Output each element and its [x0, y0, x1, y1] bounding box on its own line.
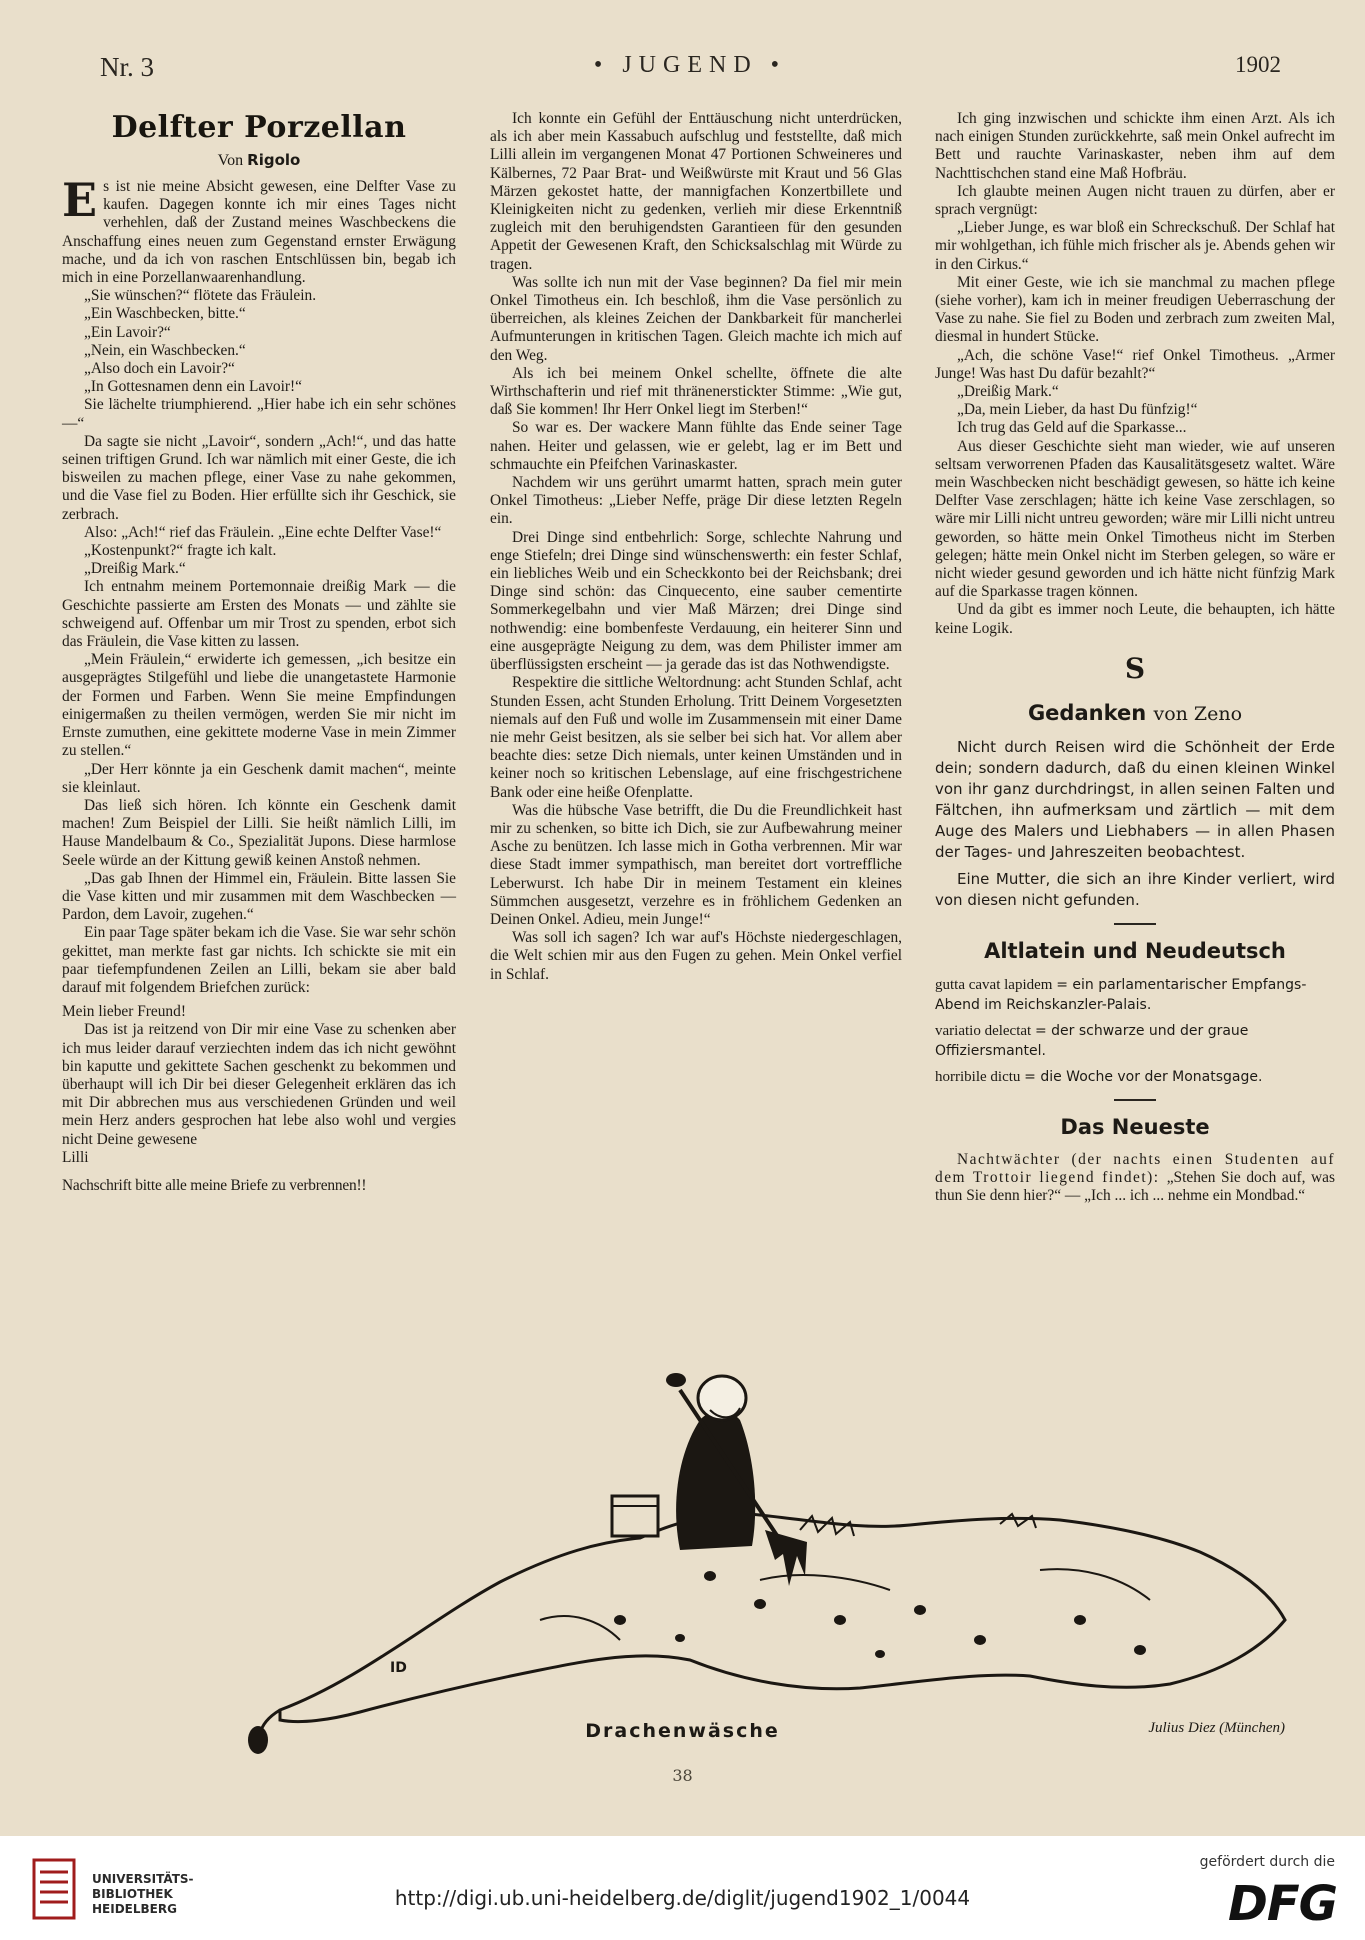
article-paragraph: Ich entnahm meinem Portemonnaie dreißig Mark — die Geschichte passierte am Ersten des Monats — und zählte sie schweigend auf. Offenbar um mir Trost zu spenden, erbot sich das Fräulein, die Vase kitten zu lassen.: [62, 578, 456, 651]
definition-entry: [935, 1067, 1335, 1087]
year: 1902: [1235, 52, 1281, 77]
section-ornament: S: [1124, 651, 1146, 685]
article-paragraph: Was soll ich sagen? Ich war auf's Höchste niedergeschlagen, die Welt schien mir aus den Fugen zu gehen. Mein Onkel verfiel in Schlaf.: [490, 929, 902, 983]
aphorism: Nicht durch Reisen wird die Schönheit der Erde dein; sondern dadurch, daß du einen kleinen Winkel von ihr ganz durchdringst, in allen seinen Falten und Fältchen, ihn aufmerksam und zärtlich — mit dem Auge des Malers und Liebhabers — in allen Phasen der Tages- und Jahreszeiten beobachtest.: [935, 737, 1335, 861]
article-paragraph: „Kostenpunkt?“ fragte ich kalt.: [84, 542, 277, 560]
dragon-washing-illustration: [240, 1320, 1300, 1760]
issue-number: Nr. 3: [100, 52, 154, 82]
article-paragraph: Ich ging inzwischen und schickte ihm einen Arzt. Als ich nach einigen Stunden zurückkehrte, saß mein Onkel aufrecht im Bett und rauchte Varinaskaster, neben ihm auf dem Nachttischchen stand eine Maß Hofbräu.: [935, 110, 1335, 182]
article-paragraph: Ich glaubte meinen Augen nicht trauen zu dürfen, aber er sprach vergnügt:: [935, 182, 1335, 219]
german-meaning: = der schwarze und der graue Offiziersmantel.: [935, 1022, 1249, 1059]
article-author: Rigolo: [247, 151, 301, 169]
article-paragraph: „Der Herr könnte ja ein Geschenk damit machen“, meinte sie kleinlaut.: [62, 760, 456, 796]
article-paragraph: Und da gibt es immer noch Leute, die behaupten, ich hätte keine Logik.: [935, 601, 1335, 637]
definition-entry: [935, 975, 1335, 1015]
article-paragraph: Was die hübsche Vase betrifft, die Du die Freundlichkeit hast mir zu schenken, so bitte ich Dich, sie zur Aufbewahrung meiner Asche zu benützen. Ich lasse mich in Gotha verbrennen. Mir war diese Stadt immer sympathisch, man bereitet dort vortreffliche Leberwurst. Ich habe Dir in meinem Testament ein kleines Sümmchen ausgesetzt, verzehre es in fröhlichem Gedenken an Deinen Onkel. Adieu, mein Junge!“: [490, 801, 902, 928]
drop-cap: E: [62, 173, 98, 227]
article-byline: [62, 151, 456, 170]
divider: [1114, 923, 1156, 925]
article-paragraph: Das ließ sich hören. Ich könnte ein Geschenk damit machen! Zum Beispiel der Lilli. Sie heißt nämlich Lilli, im Hause Mandelbaum & Co., Spezialität Jupons. Diese harmlose Seele würde an der Kittung gewiß keinen Anstoß nehmen.: [62, 796, 456, 869]
neueste-quote: „Stehen Sie doch auf, was thun Sie denn hier?“ — „Ich ... ich ... nehme ein Mondbad.“: [935, 1169, 1335, 1205]
article-paragraph: „Nein, ein Waschbecken.“: [84, 341, 246, 359]
article-paragraph: „Ach, die schöne Vase!“ rief Onkel Timotheus. „Armer Junge! Was hast Du dafür bezahlt?“: [935, 346, 1335, 382]
article-paragraph: Ein paar Tage später bekam ich die Vase. Sie war sehr schön gekittet, man merkte fast gar nichts. Ich schickte sie mit ein paar tiefempfundenen Zeilen an Lilli, bekam sie aber bald darauf mit folgendem Briefchen zurück:: [62, 924, 456, 996]
article-paragraph: „Ein Waschbecken, bitte.“: [84, 305, 246, 323]
column-3: [935, 110, 1335, 1206]
article-paragraph: „Lieber Junge, es war bloß ein Schreckschuß. Der Schlaf hat mir wohlgethan, ich fühle mich frischer als je. Abends gehen wir in den Cirkus.“: [935, 219, 1335, 273]
article-paragraph: „Also doch ein Lavoir?“: [84, 360, 235, 378]
german-meaning: = die Woche vor der Monatsgage.: [1024, 1068, 1263, 1085]
german-meaning: = ein parlamentarischer Empfangs-Abend im Reichskanzler-Palais.: [935, 976, 1307, 1013]
neueste-text: Nachtwächter (der nachts einen Studenten auf dem Trottoir liegend findet): „Stehen Sie doch auf, was thun Sie denn hier?“ — „Ich ... ich ... nehme ein Mondbad.“: [935, 1150, 1335, 1205]
article-paragraph: So war es. Der wackere Mann fühlte das Ende seiner Tage nahen. Heiter und gelassen, wie er gelebt, lag er im Bett und schmauchte ein Pfeifchen Varinaskaster.: [490, 419, 902, 473]
article-paragraph: „Da, mein Lieber, da hast Du fünfzig!“: [957, 401, 1198, 419]
article-paragraph: Mit einer Geste, wie ich sie manchmal zu machen pflege (siehe vorher), kam ich in meiner freudigen Ueberraschung der Vase zu nahe. Sie fiel zu Boden und zerbrach zum zweiten Mal, diesmal in hundert Stücke.: [935, 273, 1335, 346]
divider: [1114, 1099, 1156, 1101]
letter-signature: Lilli: [62, 1148, 89, 1166]
article-paragraph: Aus dieser Geschichte sieht man wieder, wie auf unseren seltsam verworrenen Pfaden das Kausalitätsgesetz waltet. Wäre mein Waschbecken nicht beschädigt gewesen, so hätte ich keine Delfter Vase zerschlagen; hätte ich keine Vase zerschlagen, so wäre mir Lilli nicht untreu geworden; wäre mir Lilli nicht untreu geworden, so hätte mein Onkel Timotheus nicht im Sterben gelegen; hätte mein Onkel nicht im Sterben gelegen, so wäre er nicht wieder gesund geworden und ich hätte nicht fünfzig Mark auf die Sparkasse tragen können.: [935, 437, 1335, 601]
latin-phrase: gutta cavat lapidem: [935, 976, 1053, 993]
column-2: [490, 110, 902, 984]
article-paragraph: „Dreißig Mark.“: [957, 383, 1059, 401]
letter-salutation: Mein lieber Freund!: [62, 1003, 186, 1021]
article-paragraph: Sie lächelte triumphierend. „Hier habe ich ein sehr schönes —“: [62, 396, 456, 432]
gedanken-byline: von Zeno: [1153, 702, 1243, 725]
latin-phrase: variatio delectat: [935, 1022, 1032, 1039]
article-paragraph: „Mein Fräulein,“ erwiderte ich gemessen, „ich besitze ein ausgeprägtes Stilgefühl und liebe die unangetastete Harmonie der Formen und Farben. Wenn Sie meine Empfindungen einigermaßen zu theilen vermögen, werden Sie mir nicht im Ernste zumuthen, eine gekittete moderne Vase in mein Zimmer zu stellen.“: [62, 651, 456, 760]
article-paragraph: Also: „Ach!“ rief das Fräulein. „Eine echte Delfter Vase!“: [84, 523, 442, 541]
aphorism: Eine Mutter, die sich an ihre Kinder verliert, wird von diesen nicht gefunden.: [935, 869, 1335, 909]
digitization-footer: [0, 1836, 1365, 1940]
article-paragraph: „Ein Lavoir?“: [84, 323, 171, 341]
article-paragraph: Respektire die sittliche Weltordnung: acht Stunden Schlaf, acht Stunden Essen, acht Stunden Erholung. Tritt Deinem Vorgesetzten niemals auf den Fuß und wolle im Zusammensein mit einer Dame nie mehr Geist besitzen, als sie selber bei sich hat. Vor allem aber beachte dies: setze Dich niemals, unter keinen Umständen und in keiner noch so kritischen Lebenslage, auf eine frischgestrichene Bank oder eine heiße Ofenplatte.: [490, 674, 902, 801]
article-title: Delfter Porzellan: [111, 110, 407, 145]
byline-prefix: Von: [217, 152, 244, 169]
neueste-title: Das Neueste: [1060, 1114, 1210, 1139]
article-paragraph: Nachdem wir uns gerührt umarmt hatten, sprach mein guter Onkel Timotheus: „Lieber Neffe, präge Dir diese letzten Regeln ein.: [490, 474, 902, 528]
illustration-artist: Julius Diez (München): [1148, 1720, 1285, 1736]
article-paragraph: Ich konnte ein Gefühl der Enttäuschung nicht unterdrücken, als ich aber mein Kassabuch aufschlug und feststellte, daß mich Lilli allein im vergangenen Monat 47 Portionen Schweineres und Kälbernes, 72 Paar Brat- und Weißwürste mit Kraut und 56 Glas Märzen gekostet hatte, der mannigfachen Konzertbillete und Kleinigkeiten nicht zu gedenken, verlieh mir diese Erkenntniß zugleich mit den beruhigendsten Garantieen für den gesunden Appetit der Gewesenen Kraft, den Schicksalschlag mit Würde zu tragen.: [490, 110, 902, 273]
article-paragraph: „Dreißig Mark.“: [84, 560, 186, 578]
article-paragraph: Drei Dinge sind entbehrlich: Sorge, schlechte Nahrung und enge Stiefeln; drei Dinge sind wünschenswerth: ein fester Schlaf, ein liebliches Weib und ein Scheckkonto bei der Reichsbank; drei Dinge sind schön: das Cinquecento, eine sauber cementirte Sommerkegelbahn und vier Maß Märzen; drei Dinge sind nothwendig: eine bombenfeste Verdauung, ein heiterer Sinn und eine ausgeprägte Neigung zu dem, was dem Philister immer am überflüssigsten erscheint — ja gerade das ist das Nothwendigste.: [490, 528, 902, 674]
altlatein-list: [935, 975, 1335, 1087]
latin-phrase: horribile dictu: [935, 1068, 1021, 1085]
institution-name: UNIVERSITÄTS- BIBLIOTHEK HEIDELBERG: [92, 1872, 194, 1916]
letter-postscript: Nachschrift bitte alle meine Briefe zu verbrennen!!: [62, 1176, 367, 1194]
article-paragraph: „In Gottesnamen denn ein Lavoir!“: [84, 378, 302, 396]
altlatein-title: Altlatein und Neudeutsch: [984, 938, 1286, 963]
illustration-caption: Drachenwäsche: [585, 1720, 780, 1742]
bucket-icon: [612, 1496, 658, 1536]
article-paragraph: Was sollte ich nun mit der Vase beginnen? Da fiel mir mein Onkel Timotheus ein. Ich beschloß, ihm die Vase persönlich zu überreichen, als kleines Zeichen der Dankbarkeit für mancherlei Aufmunterungen in kritischen Tagen. Gleich machte ich mich auf den Weg.: [490, 273, 902, 364]
article-paragraph: „Das gab Ihnen der Himmel ein, Fräulein. Bitte lassen Sie die Vase kitten und mir zusammen mit dem Waschbecken — Pardon, dem Lavoir, zugehen.“: [62, 869, 456, 924]
gedanken-body: [935, 737, 1335, 911]
page-number: 38: [672, 1766, 693, 1785]
article-paragraph: Als ich bei meinem Onkel schellte, öffnete die alte Wirthschafterin und rief mit thränenerstickter Stimme: „Wie gut, daß Sie kommen! Ihr Herr Onkel liegt im Sterben!“: [490, 364, 902, 419]
article-paragraph: „Sie wünschen?“ flötete das Fräulein.: [84, 287, 317, 305]
gedanken-title: Gedanken von Zeno: [1027, 700, 1243, 725]
article-paragraph: Es ist nie meine Absicht gewesen, eine Delfter Vase zu kaufen. Dagegen konnte ich mir eines Tages nicht verhehlen, daß der Zustand meines Waschbeckens die Anschaffung eines neuen zum Gegenstand ernster Erwägung mache, und da ich von raschen Entschlüssen bin, begab ich mich in eine Porzellanwaarenhandlung.: [62, 173, 456, 287]
funding-label: gefördert durch die: [1199, 1854, 1335, 1870]
definition-entry: [935, 1021, 1335, 1061]
dfg-logo: DFG: [1227, 1876, 1337, 1932]
letter-body: Das ist ja reitzend von Dir mir eine Vase zu schenken aber ich mus leider darauf verziechten indem das ich nicht gewöhnt bin kaputte und gekittete Sachen geschenkt zu bekommen und überhaupt will ich Dir bei dieser Gelegenheit erklären das ich mit Dir abbrechen mus aus verschiedenen Gründen und weil mein Herz anders gesprochen hat lebe also wohl und vergies nicht Deine gewesene: [62, 1021, 456, 1148]
washerwoman-icon: [676, 1411, 755, 1550]
artist-monogram: ID: [390, 1660, 407, 1676]
journal-title: • JUGEND •: [593, 52, 787, 78]
column-1: [62, 110, 456, 1195]
source-url[interactable]: http://digi.ub.uni-heidelberg.de/diglit/jugend1902_1/0044: [394, 1886, 971, 1910]
article-paragraph: Da sagte sie nicht „Lavoir“, sondern „Ach!“, und das hatte seinen triftigen Grund. Ich war nämlich mit einer Geste, die ich bisweilen zu machen pflege, einer Vase zu nahe gekommen, und die Vase fiel zu Boden. Hier erfüllte sich ihr Geschick, sie zerbrach.: [62, 432, 456, 523]
article-paragraph: Ich trug das Geld auf die Sparkasse...: [957, 419, 1187, 437]
